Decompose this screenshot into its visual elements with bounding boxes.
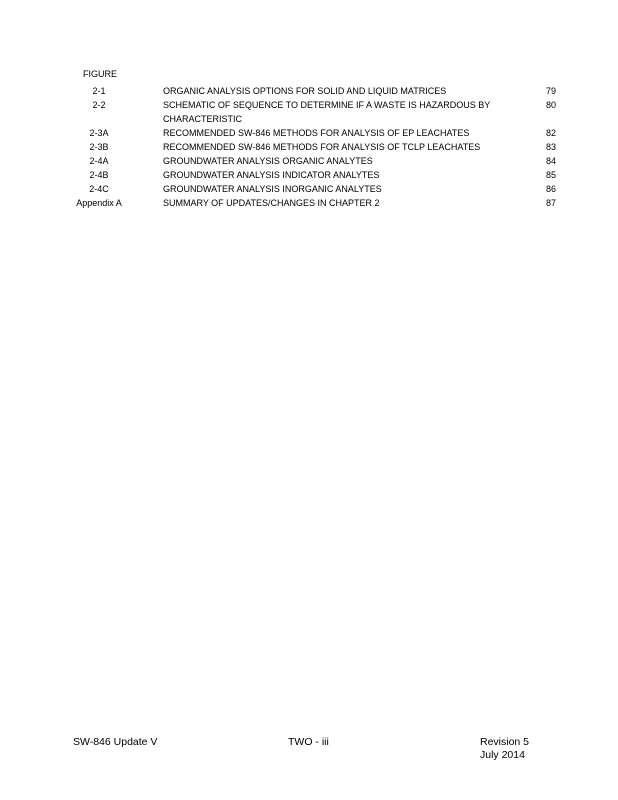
toc-figure-title: GROUNDWATER ANALYSIS INORGANIC ANALYTES: [163, 184, 382, 194]
toc-appendix-label: Appendix A: [76, 198, 122, 208]
footer-date: July 2014: [480, 749, 525, 761]
toc-page-number: 84: [545, 156, 556, 166]
toc-page-number: 82: [545, 128, 556, 138]
toc-figure-number: 2-4B: [89, 170, 109, 180]
toc-figure-title: GROUNDWATER ANALYSIS ORGANIC ANALYTES: [163, 156, 373, 166]
toc-row: [68, 154, 562, 168]
toc-row: [68, 140, 562, 154]
toc-figure-number: 2-1: [92, 86, 106, 96]
toc-table: [68, 84, 562, 210]
toc-row: [68, 84, 562, 98]
toc-page-number: 86: [545, 184, 556, 194]
toc-row: [68, 182, 562, 196]
toc-row: [68, 126, 562, 140]
toc-figure-number: 2-3A: [89, 128, 109, 138]
toc-figure-title: SCHEMATIC OF SEQUENCE TO DETERMINE IF A WASTE IS HAZARDOUS BY CHARACTERISTIC: [163, 100, 491, 124]
toc-row: [68, 168, 562, 182]
toc-figure-number: 2-4A: [89, 156, 109, 166]
toc-page-number: 87: [545, 198, 556, 208]
toc-appendix-title: SUMMARY OF UPDATES/CHANGES IN CHAPTER 2: [163, 198, 380, 208]
toc-page-number: 83: [545, 142, 556, 152]
toc-figure-title: RECOMMENDED SW-846 METHODS FOR ANALYSIS OF TCLP LEACHATES: [163, 142, 481, 152]
footer-revision: Revision 5: [480, 736, 530, 748]
toc-figure-title: ORGANIC ANALYSIS OPTIONS FOR SOLID AND LIQUID MATRICES: [163, 86, 447, 96]
footer-page-label: TWO - iii: [288, 736, 329, 748]
footer-document-name: SW-846 Update V: [73, 736, 158, 748]
toc-heading: FIGURE: [83, 69, 118, 79]
toc-row: [68, 98, 562, 126]
toc-page-number: 79: [545, 86, 556, 96]
toc-figure-number: 2-4C: [89, 184, 109, 194]
toc-figure-title: RECOMMENDED SW-846 METHODS FOR ANALYSIS OF EP LEACHATES: [163, 128, 470, 138]
toc-row: [68, 196, 562, 210]
footer-revision-block: [480, 736, 529, 762]
toc-figure-number: 2-3B: [89, 142, 109, 152]
toc-page-number: 80: [545, 100, 556, 110]
toc-figure-number: 2-2: [92, 100, 106, 110]
toc-page-number: 85: [545, 170, 556, 180]
toc-figure-title: GROUNDWATER ANALYSIS INDICATOR ANALYTES: [163, 170, 380, 180]
